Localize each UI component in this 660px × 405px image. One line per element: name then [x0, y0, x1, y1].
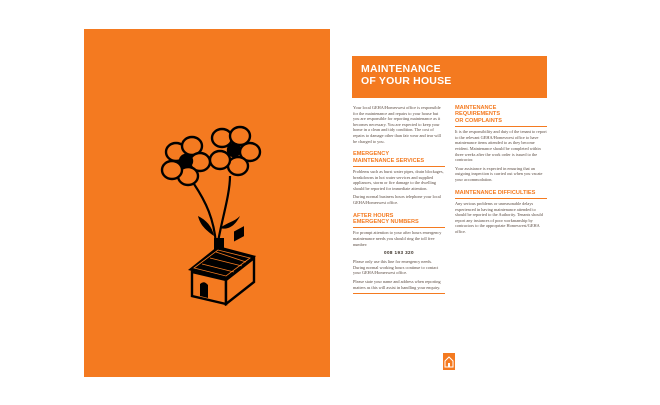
right-column [455, 105, 547, 238]
emergency-paragraph-1: Problems such as burst water pipes, drain blockages, breakdowns in hot water services and supplied appliances, storm or fire damage to the dwelling should be reported for immediate attention. [353, 168, 444, 191]
emergency-heading: EMERGENCY MAINTENANCE SERVICES [353, 151, 425, 164]
requirements-heading: MAINTENANCE REQUIREMENTS OR COMPLAINTS [455, 105, 502, 124]
divider [455, 126, 547, 127]
requirements-section [455, 105, 547, 183]
after-hours-paragraph-3: Please state your name and address when reporting matters as this will assist in handling your enquiry. [353, 278, 441, 290]
divider [353, 227, 445, 228]
difficulties-section [455, 190, 547, 235]
page-title: MAINTENANCE OF YOUR HOUSE [361, 63, 452, 87]
difficulties-heading: MAINTENANCE DIFFICULTIES [455, 189, 536, 196]
emergency-paragraph-2: During normal business hours telephone your local GEHA/Homeswest office. [353, 194, 441, 205]
after-hours-paragraph-2: Please only use this line for emergency needs. During normal working hours continue to contact your GEHA/Homeswest office. [353, 259, 439, 276]
title-banner [352, 56, 547, 98]
after-hours-paragraph-1: For prompt attention to your after hours emergency maintenance needs you should ring the toll free number: [353, 230, 442, 247]
divider [455, 198, 547, 199]
emergency-section [353, 151, 445, 205]
divider [353, 166, 445, 167]
house-with-flowers-illustration [154, 124, 270, 306]
house-marker-icon [443, 353, 455, 370]
requirements-paragraph-2: Your assistance is expected in ensuring that an outgoing inspection is carried out when you vacate your accommodation. [455, 165, 543, 182]
difficulties-paragraph-1: Any serious problems or unreasonable delays experienced in having maintenance attended to should be reported to the Authority. Tenants should report any instances of poor workmanship by contractors to the appropriate Homeswest/GEHA office. [455, 200, 543, 234]
toll-free-number: 008 193 320 [384, 250, 414, 256]
after-hours-section [353, 213, 445, 295]
left-column [353, 105, 445, 296]
divider [353, 293, 445, 294]
after-hours-heading: AFTER HOURS EMERGENCY NUMBERS [353, 212, 419, 225]
requirements-paragraph-1: It is the responsibility and duty of the tenant to report to the relevant GEHA/Homeswest office to have maintenance items attended to as they become evident. Maintenance should be completed within three weeks after the work order is issued to the contractor. [455, 129, 547, 163]
intro-paragraph: Your local GEHA/Homeswest office is responsible for the maintenance and repairs to your house but you are responsible for reporting maintenance as it becomes necessary. You are expected to keep your home in a clean and tidy condition. The cost of repairs to damage other than fair wear and tear will be charged to you. [353, 105, 441, 144]
cover-panel [84, 29, 330, 377]
